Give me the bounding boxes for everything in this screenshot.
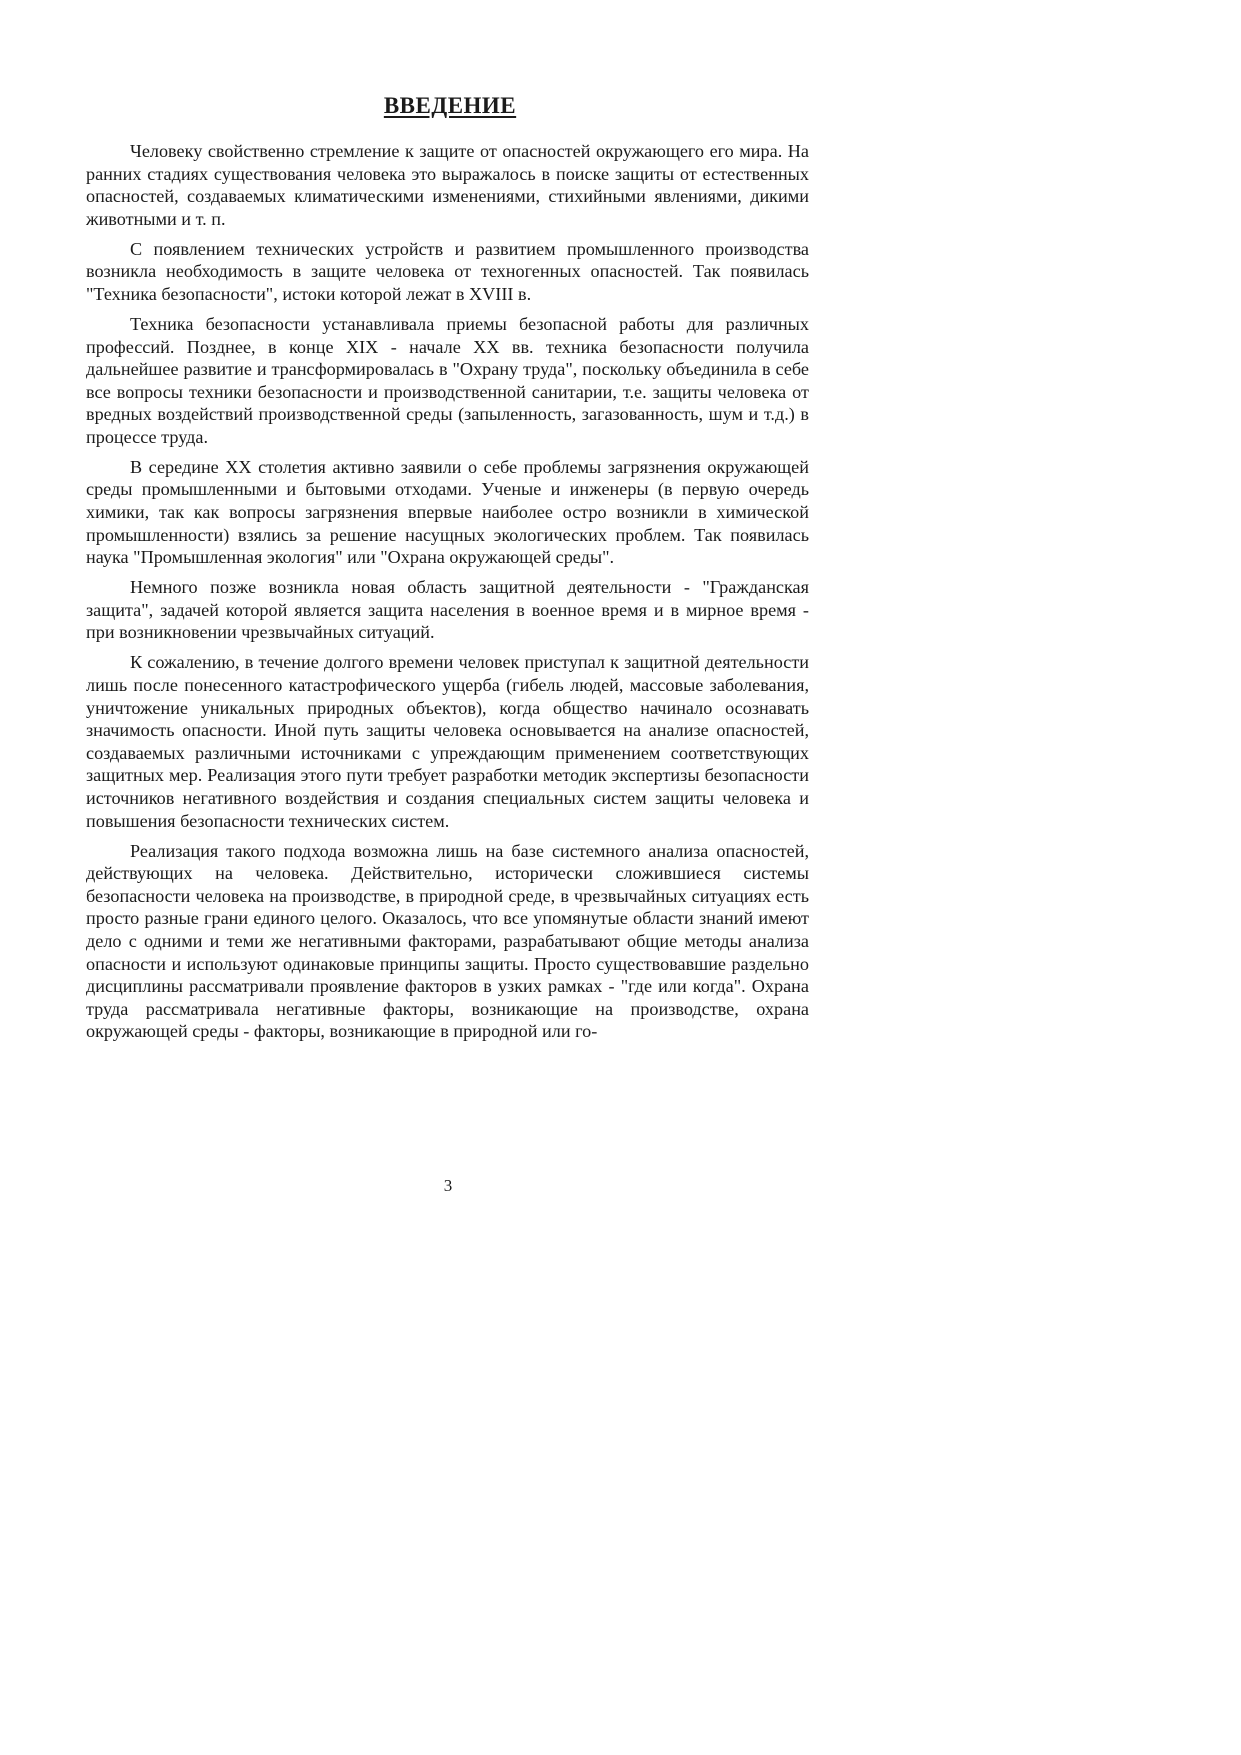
paragraph: Немного позже возникла новая область защитной деятельности - "Гражданская защита", задачей которой является защита населения в военное время и в мирное время - при возникновении чрезвычайных ситуаций. <box>86 577 809 643</box>
paragraph: Реализация такого подхода возможна лишь на базе системного анализа опасностей, действующих на человека. Действительно, исторически сложившиеся системы безопасности человека на производстве, в природной среде, в чрезвычайных ситуациях есть просто разные грани единого целого. Оказалось, что все упомянутые области знаний имеют дело с одними и теми же негативными факторами, разрабатывают общие методы анализа опасности и используют одинаковые принципы защиты. Просто существовавшие раздельно дисциплины рассматривали проявление факторов в узких рамках - "где или когда". Охрана труда рассматривала негативные факторы, возникающие на производстве, охрана окружающей среды - факторы, возникающие в природной или го- <box>86 840 809 1042</box>
body-text <box>86 140 809 1050</box>
paragraph: Техника безопасности устанавливала приемы безопасной работы для различных профессий. Позднее, в конце XIX - начале XX вв. техника безопасности получила дальнейшее развитие и трансформировалась в "Охрану труда", поскольку объединила в себе все вопросы техники безопасности и производственной санитарии, т.е. защиты человека от вредных воздействий производственной среды (запыленность, загазованность, шум и т.д.) в процессе труда. <box>86 313 809 447</box>
paragraph: Человеку свойственно стремление к защите от опасностей окружающего его мира. На ранних стадиях существования человека это выражалось в поиске защиты от естественных опасностей, создаваемых климатическими изменениями, стихийными явлениями, дикими животными и т. п. <box>86 141 809 229</box>
paragraph: С появлением технических устройств и развитием промышленного производства возникла необходимость в защите человека от техногенных опасностей. Так появилась "Техника безопасности", истоки которой лежат в XVIII в. <box>86 238 809 304</box>
paragraph: В середине XX столетия активно заявили о себе проблемы загрязнения окружающей среды промышленными и бытовыми отходами. Ученые и инженеры (в первую очередь химики, так как вопросы загрязнения впервые наиболее остро возникли в химической промышленности) взялись за решение насущных экологических проблем. Так появилась наука "Промышленная экология" или "Охрана окружающей среды". <box>86 456 809 568</box>
page-number: 3 <box>443 1176 453 1195</box>
paragraph: К сожалению, в течение долгого времени человек приступал к защитной деятельности лишь после понесенного катастрофического ущерба (гибель людей, массовые заболевания, уничтожение уникальных природных объектов), когда общество начинало осознавать значимость опасности. Иной путь защиты человека основывается на анализе опасностей, создаваемых различными источниками с упреждающим применением соответствующих защитных мер. Реализация этого пути требует разработки методик экспертизы безопасности источников негативного воздействия и создания специальных систем защиты человека и повышения безопасности технических систем. <box>86 652 809 831</box>
page-title: ВВЕДЕНИЕ <box>383 93 517 118</box>
